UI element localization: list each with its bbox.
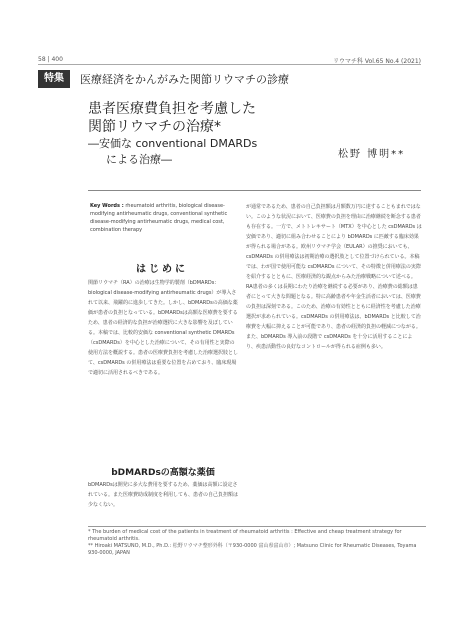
title-divider (88, 190, 421, 191)
intro-heading: はじめに (136, 264, 188, 275)
keywords-label: Key Words : (90, 203, 124, 209)
section2-paragraph: bDMARDsは開発に多大な費用を要するため、薬価は高額に設定されている。また医療費助成制度を利用しても、患者の自己負担額は少なくない。 (88, 482, 238, 508)
right-column (246, 202, 422, 526)
footnote-line1: * The burden of medical cost of the patients in treatment of rheumatoid arthritis : Effective and cheap treatment strategy for rheumatoid arthritis. (88, 529, 402, 542)
page-header-right: リウマチ科 Vol.65 No.4 (2021) (333, 58, 421, 65)
article-title-line2: 関節リウマチの治療* (88, 119, 221, 135)
feature-title: 医療経済をかんがみた関節リウマチの診療 (80, 73, 289, 86)
header-rule (38, 64, 421, 65)
intro-body (88, 278, 238, 460)
article-title-block (88, 100, 326, 180)
keywords (90, 202, 236, 234)
intro-paragraph: 関節リウマチ（RA）の治療は生物学的製剤（bDMARDs：biological disease-modifying antirheumatic drugs）が導入されて以来、飛躍的に進歩してきた。しかし、bDMARDsの高価な薬価が患者の負担となっている。bDMARDsは高額な医療費を要するため、患者の経済的な負担が治療選択に大きな影響を及ぼしている。本稿では、比較的安価な conventional synthetic DMARDs（csDMARDs）を中心とした治療について、その有用性と実際の使用方法を概説する。患者の医療費負担を考慮した治療選択肢として、csDMARDs の併用療法は重要な位置を占めており、臨床現場で適切に活用されるべきである。 (88, 280, 238, 376)
right-column-paragraph: が通常であるため、患者の自己負担額は月額数万円に達することもまれではない。このような状況において、医療費の負担を理由に治療継続を断念する患者も存在する。一方で、メトトレキサート（MTX）を中心とした csDMARDs は安価であり、適切に組み合わせることにより bDMARDs に匹敵する臨床効果が得られる場合がある。欧州リウマチ学会（EULAR）の推奨においても、csDMARDs の併用療法は初期治療の選択肢として位置づけられている。本稿では、わが国で使用可能な csDMARDs について、その特徴と併用療法の実際を紹介するとともに、医療経済的な観点からみた治療戦略について述べる。RA患者の多くは長期にわたり治療を継続する必要があり、治療費の総額は患者にとって大きな問題となる。特に高齢患者や年金生活者においては、医療費の負担は深刻である。このため、治療の有効性とともに経済性を考慮した治療選択が求められている。csDMARDs の併用療法は、bDMARDs と比較して治療費を大幅に抑えることが可能であり、患者の経済的負担の軽減につながる。また、bDMARDs 導入前の段階で csDMARDs を十分に活用することにより、疾患活動性の良好なコントロールが得られる症例も多い。 (246, 204, 422, 350)
section2-body (88, 480, 238, 520)
page-header-left: 58 | 400 (38, 56, 63, 63)
author-name: 松野 博明** (338, 149, 406, 160)
section2-heading: bDMARDsの高額な薬価 (111, 468, 215, 478)
footnote-rule (88, 526, 426, 527)
feature-tag: 特集 (38, 70, 70, 88)
article-subtitle-line2: による治療― (106, 153, 172, 166)
article-title-line1: 患者医療費負担を考慮した (88, 101, 256, 117)
feature-row (38, 70, 422, 90)
footnote (88, 529, 426, 557)
footnote-line2: ** Hiroaki MATSUNO, M.D., Ph.D.: 松野リウマチ整形外科（〒930-0000 富山県富山市）; Matsuno Clinic for Rheumatic Diseases, Toyama 930-0000, JAPAN (88, 543, 417, 556)
keywords-text: rheumatoid arthritis, biological disease-modifying antirheumatic drugs, conventional synthetic disease-modifying antirheumatic drugs, medical cost, combination therapy (90, 203, 228, 233)
article-subtitle-line1: ―安価な conventional DMARDs (88, 137, 258, 150)
